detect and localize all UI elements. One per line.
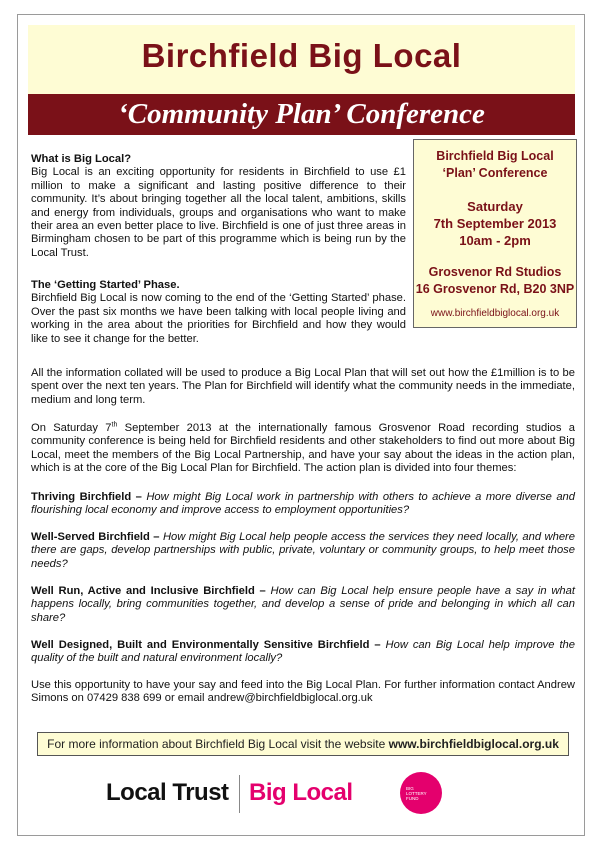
- big-local-logo: Big Local: [249, 779, 353, 806]
- paragraph-text: Use this opportunity to have your say and feed into the Big Local Plan. For further information contact Andrew Simons on 07429 838 699 or email andrew@birchfieldbiglocal.org.uk: [31, 679, 575, 705]
- event-name-line1: Birchfield Big Local: [436, 149, 554, 163]
- date-suffix: th: [111, 421, 118, 429]
- section-paragraph: Birchfield Big Local is now coming to the end of the ‘Getting Started’ phase. Over the past six months we have been talking with local people living and working in the area about the priorities for Birchfield and how they would like to see it change for the better.: [31, 292, 406, 345]
- paragraph-text: All the information collated will be used to produce a Big Local Plan that will set out how the £1million is to be spent over the next ten years. The Plan for Birchfield will identify what the community needs in the immediate, medium and long term.: [31, 367, 575, 406]
- theme-description: How can Big Local help improve the quality of the built and natural environment locally?: [31, 639, 575, 665]
- big-lottery-fund-text-2: LOTTERY: [406, 791, 427, 796]
- event-venue: [414, 264, 576, 298]
- theme-title: Well Run, Active and Inclusive Birchfield –: [31, 585, 266, 597]
- event-time: 10am - 2pm: [459, 233, 531, 248]
- subtitle-banner: [28, 94, 575, 135]
- theme-description: How can Big Local help ensure people have a say in what happens locally, bring communities together, and develop a sense of pride and belonging in which all can share?: [31, 585, 575, 624]
- venue-address: 16 Grosvenor Rd, B20 3NP: [415, 282, 575, 296]
- footer-website-link[interactable]: www.birchfieldbiglocal.org.uk: [388, 737, 559, 751]
- conference-paragraph: [31, 422, 575, 476]
- event-website-link[interactable]: www.birchfieldbiglocal.org.uk: [430, 308, 560, 319]
- big-lottery-fund-text: BIG: [406, 786, 414, 791]
- what-is-big-local-section: [31, 153, 406, 260]
- collated-paragraph: [31, 367, 575, 407]
- event-name-line2: ‘Plan’ Conference: [442, 166, 548, 180]
- event-name: [414, 148, 576, 182]
- theme-well-designed: [31, 639, 575, 666]
- logo-divider: [239, 775, 240, 813]
- theme-well-run: [31, 585, 575, 625]
- event-datetime: [414, 198, 576, 249]
- section-heading: What is Big Local?: [31, 153, 132, 165]
- theme-description: How might Big Local help people access the services they need locally, and where there are gaps, develop partnerships with public, private, voluntary or community groups, to help meet those needs?: [31, 531, 575, 570]
- event-day: Saturday: [467, 199, 523, 214]
- event-info-box: [413, 139, 577, 328]
- footer-text: For more information about Birchfield Big Local visit the website: [47, 737, 389, 751]
- page-title: Birchfield Big Local: [141, 37, 462, 74]
- theme-title: Thriving Birchfield –: [31, 491, 142, 503]
- footer-info-bar: [37, 732, 569, 756]
- big-lottery-fund-logo: [399, 771, 443, 815]
- venue-name: Grosvenor Rd Studios: [428, 265, 562, 279]
- conference-text: September 2013 at the internationally famous Grosvenor Road recording studios a community conference is being held for Birchfield residents and other stakeholders to find out more about Big Local, meet the members of the Big Local Partnership, and have your say about the ideas in the action plan, which is at the core of the Big Local Plan for Birchfield. The action plan is divided into four themes:: [31, 422, 576, 475]
- theme-description: How might Big Local work in partnership with others to achieve a more diverse and flourishing local economy and improve access to employment opportunities?: [31, 491, 575, 517]
- theme-title: Well-Served Birchfield –: [31, 531, 160, 543]
- paragraph-text: [31, 422, 575, 476]
- local-trust-logo: Local Trust: [106, 779, 229, 806]
- getting-started-section: [31, 279, 406, 346]
- event-date: 7th September 2013: [433, 216, 557, 231]
- page-subtitle: ‘Community Plan’ Conference: [118, 98, 485, 130]
- theme-thriving: [31, 491, 575, 518]
- theme-text: [31, 639, 575, 666]
- sponsor-logos: [106, 767, 466, 819]
- big-lottery-fund-text-3: FUND: [406, 796, 419, 801]
- theme-text: [31, 491, 575, 518]
- theme-text: [31, 531, 575, 571]
- date-text: On Saturday 7: [31, 422, 112, 434]
- theme-text: [31, 585, 575, 625]
- theme-title: Well Designed, Built and Environmentally Sensitive Birchfield –: [31, 639, 381, 651]
- section-paragraph: Big Local is an exciting opportunity for residents in Birchfield to use £1 million to make a significant and lasting positive difference to their community. It’s about bringing together all the local talent, ambitions, skills and energy from individuals, groups and organisations who want to make their area an even better place to live. Birchfield is one of just three areas in Birmingham chosen to be part of this programme which is being run by the Local Trust.: [31, 166, 406, 259]
- title-banner: [28, 25, 575, 94]
- flyer-page: [17, 14, 585, 836]
- closing-paragraph: [31, 679, 575, 706]
- theme-well-served: [31, 531, 575, 571]
- section-heading: The ‘Getting Started’ Phase.: [31, 279, 180, 291]
